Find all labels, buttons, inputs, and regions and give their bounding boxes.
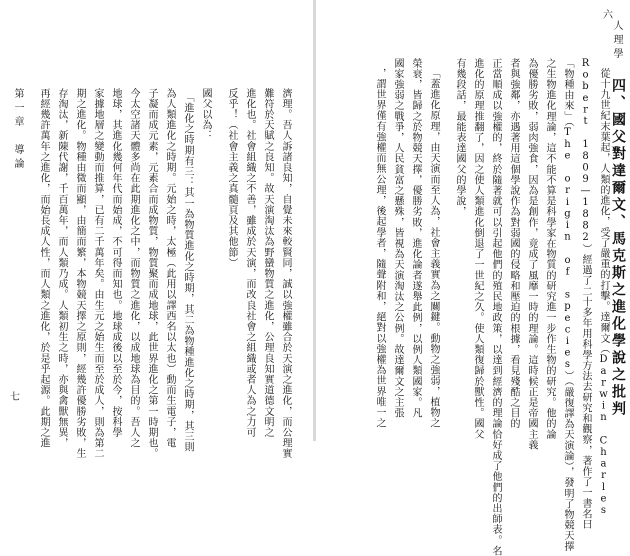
right-running-head: 人理學	[611, 20, 622, 62]
text-column: 者與強鄰，亦遇著用這個學說作為對弱國的侵略和壓迫的根據，看見殘酷之目的	[508, 58, 519, 429]
text-column: 正當順成以強權的，終於隨著就可以引起他們的殖民地政策，以達到經濟的理論恰好成了他們的出師表。名	[490, 58, 501, 556]
left-page-number: 七	[10, 392, 20, 403]
text-column: 存淘汰，新陳代謝，千百萬年，而人類乃成。人類初生之時，亦與禽獸無異，	[56, 88, 67, 449]
text-column: 反乎！（社會主義之真髓頁及其他節）	[226, 88, 237, 269]
text-column: 今太空諸天體多尚在此期進化之中，而物質之進化，以成地球為目的。吾人之	[128, 88, 139, 449]
text-column: 之生物進化理論，這不能不算是科學家在物質的研究進一步作生物的研究。他的論	[544, 58, 555, 440]
left-page	[0, 0, 315, 459]
right-page-number: 六	[603, 10, 613, 21]
text-column: 國家強弱之戰爭，人民貧富之懸殊，皆視為天演淘汰之公例。故達爾文之主張	[392, 58, 403, 419]
text-column: 再經幾許萬年之進化，而始長成人性，而人類之進化，於是乎起源。此期之進	[38, 88, 49, 449]
left-running-head: 第一章 導論	[12, 88, 23, 172]
text-column: 「蓋進化原理，由天演而至人為，社會主義實為之關鍵。動物之強弱，植物之	[428, 68, 439, 429]
text-column: 子凝而成元素，元素合而成物質，物質聚而成地球，此世界進化之第一時期也。	[146, 88, 157, 459]
text-column: ，謂世界僅有強權而無公理，後起學者，隨聲附和，絕對以強權為世界唯一之	[374, 68, 385, 429]
text-column: 濟理。吾人訴諸良知，自覺未來較賢同，誠以強權雖合於天演之進化，而公理實	[280, 88, 291, 459]
text-column: 為優勝劣敗，弱肉強食，因為是創作，竟成了風靡一時的理論。這時候正是帝國主義	[526, 58, 537, 451]
text-column: 國父以為：	[200, 88, 211, 141]
text-column: 地球，其進化幾何年代而始成，不可得而知也。地球成後以至於今，按科學	[110, 88, 121, 438]
section-heading: 四、國父對達爾文、馬克斯之進化學說之批判	[610, 78, 626, 418]
text-column: 榮衰，皆歸之於物競天擇，優勝劣敗，進化論者遂舉此例，以例人類國家。凡	[410, 58, 421, 419]
text-column: 家據地層之變動而推算，已有二千萬年矣。由生元之始生而至於成人，則為第二	[92, 88, 103, 459]
text-column: 有幾段話，最能表達國父的學說，	[454, 58, 465, 217]
text-column: 「物種由來」（The origin of species）（嚴復譯為天演論），發明了物競天擇	[562, 58, 573, 552]
text-column: 為人類進化之時期。元始之時，太極（此用以譯西名以太也）動而生電子，電	[164, 88, 175, 449]
text-column: 進化也。社會組織之不善，雖成於天演，而改良社會之組織或者人為之力可	[244, 88, 255, 438]
text-column: 難符於天賦之良知。故天演淘汰為野蠻物質之進化，公理良知實道德文明之	[262, 88, 273, 438]
text-column: 進化的原理推翻了，因之使人類進化倒退了一世紀之久。使人類復歸於獸性。國父	[472, 58, 483, 440]
text-column: 「進化之時期有三：其一為物質進化之時期，其二為物種進化之時期，其三則	[182, 92, 193, 453]
text-column: Robert 1809—1882）經過了二十多年用科學方法去研究和觀察，著作了一書名曰	[580, 58, 591, 530]
right-page	[315, 0, 630, 556]
text-column: 從十九世紀末葉起，人類的進化，受了嚴重的打擊。達爾文（Darwin Charles	[598, 68, 609, 517]
text-column: 期之進化。物種由微而顯，由簡而繁，本物競天擇之原則，經幾許優勝劣敗，生	[74, 88, 85, 459]
